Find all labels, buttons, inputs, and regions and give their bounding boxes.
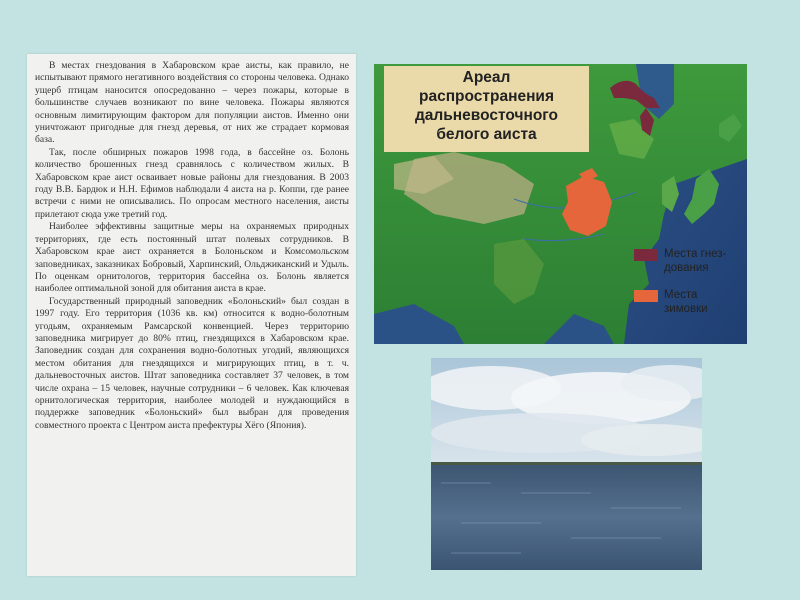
legend-nesting (634, 247, 726, 275)
map-title-line: Ареал (462, 69, 511, 86)
map-title (384, 66, 589, 152)
range-map (374, 64, 747, 344)
article-paragraph: Так, после обширных пожаров 1998 года, в бассейне оз. Болонь количество брошенных гнезд сравнялось с количеством жилых. В Хабаровском крае аист осваивает новые районы для гнездования. В 2003 году В.В. Бардюк и Н.Н. Ефимов наблюдали 4 аиста на р. Коппи, где ранее встречи с ними не описывались. По опросам местного населения, аисты прилетают сюда уже третий год. (35, 146, 349, 220)
legend-wintering (634, 288, 708, 316)
legend-swatch (634, 249, 658, 261)
article-text (35, 60, 349, 432)
article-paragraph: В местах гнездования в Хабаровском крае аисты, как правило, не испытывают прямого негативного воздействия со стороны человека. Однако ущерб птицам наносится опосредованно – через пожары, которые в большинстве случаев возникают по вине человека. Пожары являются основным лимитирующим фактором для популяции аистов. Именно они уничтожают пригодные для гнезд деревья, от них же страдает кормовая база. (35, 60, 349, 146)
map-title-line: белого аиста (436, 126, 537, 143)
lake-photo-image (431, 358, 702, 570)
legend-label: Места зимовки (664, 289, 708, 315)
lake-photo (431, 358, 702, 570)
map-title-line: распространения (418, 88, 555, 105)
article-page-image (27, 54, 356, 576)
legend-label: Места гнез- дования (664, 248, 727, 274)
article-paragraph: Наиболее эффективны защитные меры на охраняемых природных территориях, где есть постоянный штат полевых сотрудников. В Хабаровском крае аист охраняется в Болоньском и Комсомольском заповедниках, заказниках Бобровый, Харпинский, Ольджиканский и Удыль. По оценкам орнитологов, территория бассейна оз. Болонь является наиболее оптимальной зоной для обитания аиста в крае. (35, 221, 349, 295)
article-paragraph: Государственный природный заповедник «Болоньский» был создан в 1997 году. Его территория (1036 кв. км) относится к водно-болотным угодьям, охраняемым Рамсарской конвенцией. Через территорию заповедника мигрирует до 80% птиц, гнездящихся в Хабаровском крае. Заповедник создан для сохранения водно-болотных угодий, являющихся местом обитания для гнездящихся и мигрирующих птиц, в т. ч. дальневосточных аистов. Штат заповедника составляет 37 человек, в том числе охрана – 15 человек, научные сотрудники – 6 человек. Как ключевая орнитологическая территория, наиболее молодей и нуждающийся в поддержке заповедник «Болоньский» был выбран для проведения совместного проекта с Центром аиста префектуры Хёго (Япония). (35, 295, 349, 431)
legend-swatch (634, 290, 658, 302)
map-title-line: дальневосточного (414, 107, 559, 124)
